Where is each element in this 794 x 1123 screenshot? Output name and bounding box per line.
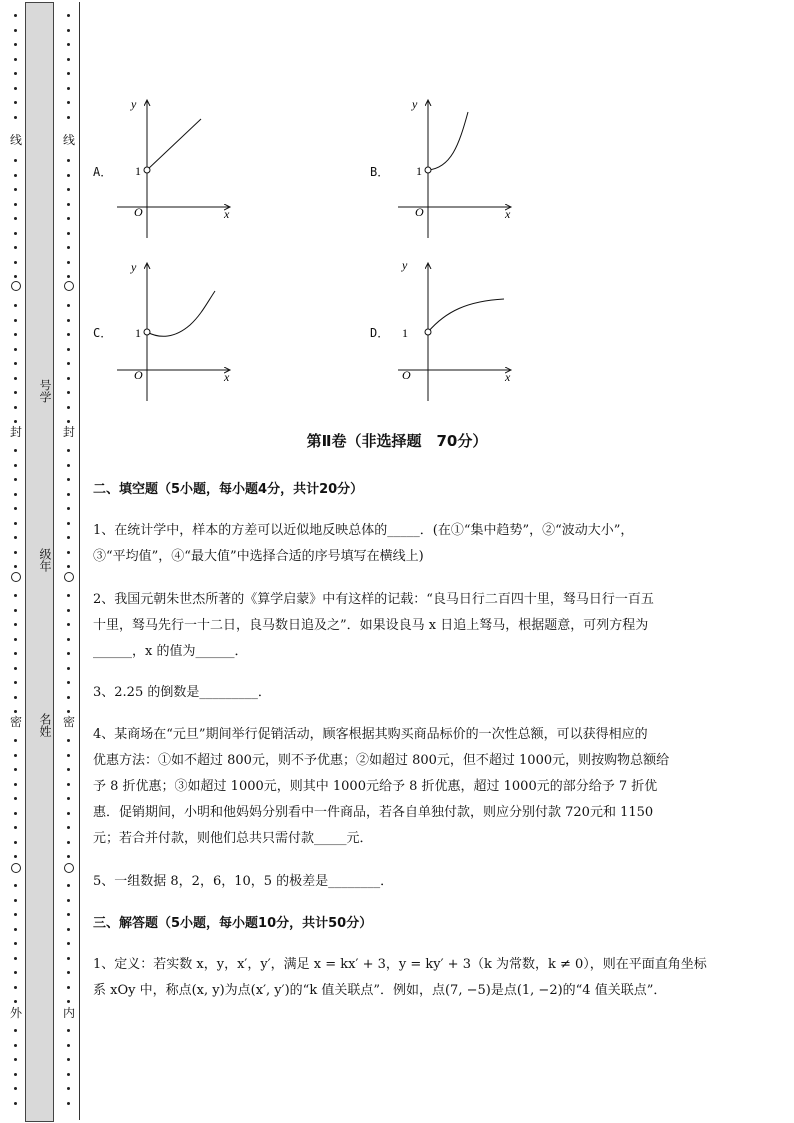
margin-dot <box>14 275 17 278</box>
margin-dot <box>14 406 17 409</box>
margin-dot <box>14 681 17 684</box>
graph-b <box>396 90 536 240</box>
margin-dot <box>67 1044 70 1047</box>
fill-section-heading: 二、填空题（5小题，每小题4分，共计20分） <box>93 482 364 497</box>
margin-dot <box>67 928 70 931</box>
margin-dot <box>67 913 70 916</box>
margin-dot <box>67 826 70 829</box>
y-axis-label: y <box>412 97 418 111</box>
question-line: 4、某商场在“元旦”期间举行促销活动，顾客根据其购买商品标价的一次性总额，可以获得相应的 <box>93 727 648 742</box>
open-endpoint <box>144 329 150 335</box>
margin-label: 线 <box>62 133 75 147</box>
margin-dot <box>14 43 17 46</box>
margin-dot <box>14 536 17 539</box>
function-curve <box>147 291 215 336</box>
margin-dot <box>14 768 17 771</box>
margin-dot <box>14 72 17 75</box>
open-endpoint <box>144 167 150 173</box>
margin-dot <box>67 29 70 32</box>
margin-dot <box>14 884 17 887</box>
y-axis-label: y <box>402 258 408 272</box>
margin-dot <box>67 232 70 235</box>
margin-dot <box>67 420 70 423</box>
margin-dot <box>67 884 70 887</box>
margin-dot <box>14 797 17 800</box>
margin-dot <box>14 1087 17 1090</box>
open-endpoint <box>425 167 431 173</box>
margin-dot <box>14 1058 17 1061</box>
margin-dot <box>67 565 70 568</box>
option-b-label: B． <box>370 165 390 179</box>
margin-label: 封 <box>9 425 22 439</box>
margin-dot <box>14 971 17 974</box>
x-axis-label: x <box>224 370 230 384</box>
margin-dot <box>14 652 17 655</box>
origin-label: O <box>134 205 143 219</box>
question-fill-3 <box>93 680 743 706</box>
margin-dot <box>67 14 70 17</box>
margin-dot <box>14 638 17 641</box>
margin-rule <box>79 2 80 1120</box>
margin-dot <box>14 551 17 554</box>
question-fill-2 <box>93 587 743 665</box>
margin-dot <box>14 174 17 177</box>
margin-dot <box>67 246 70 249</box>
margin-dot <box>67 43 70 46</box>
margin-dot <box>14 739 17 742</box>
margin-dot <box>67 1058 70 1061</box>
margin-dot <box>14 609 17 612</box>
graph-c <box>115 253 255 403</box>
margin-dot <box>14 522 17 525</box>
margin-dot <box>67 623 70 626</box>
margin-dot <box>67 797 70 800</box>
margin-dot <box>14 855 17 858</box>
margin-dot <box>14 101 17 104</box>
margin-dot <box>67 304 70 307</box>
question-line: 5、一组数据 8，2，6，10，5 的极差是________． <box>93 874 394 889</box>
margin-dot <box>14 348 17 351</box>
margin-dot <box>67 942 70 945</box>
question-line: ______，x 的值为______． <box>93 644 248 659</box>
margin-dot <box>14 1073 17 1076</box>
margin-dot <box>14 14 17 17</box>
margin-circle <box>11 572 21 582</box>
margin-dot <box>14 1102 17 1105</box>
margin-dot <box>67 696 70 699</box>
margin-dot <box>14 58 17 61</box>
margin-dot <box>67 594 70 597</box>
margin-dot <box>67 333 70 336</box>
margin-dot <box>67 754 70 757</box>
margin-dot <box>67 1087 70 1090</box>
margin-dot <box>67 275 70 278</box>
margin-dot <box>14 913 17 916</box>
margin-dot <box>14 928 17 931</box>
margin-dot <box>14 507 17 510</box>
margin-label: 外 <box>9 1006 22 1020</box>
margin-label: 密 <box>9 715 22 729</box>
x-axis-label: x <box>505 370 511 384</box>
origin-label: O <box>134 368 143 382</box>
margin-dot <box>67 203 70 206</box>
margin-label: 线 <box>9 133 22 147</box>
option-a-label: A． <box>93 165 113 179</box>
margin-dot <box>67 957 70 960</box>
margin-dot <box>14 116 17 119</box>
binding-margin-left <box>9 0 23 1123</box>
margin-dot <box>67 710 70 713</box>
y-axis-label: y <box>131 97 137 111</box>
margin-dot <box>14 957 17 960</box>
margin-dot <box>14 304 17 307</box>
question-line: 予 8 折优惠；③如超过 1000元，则其中 1000元给予 8 折优惠，超过 1000元的部分给予 7 折优 <box>93 779 658 794</box>
margin-dot <box>67 899 70 902</box>
margin-dot <box>67 986 70 989</box>
solve-section-heading: 三、解答题（5小题，每小题10分，共计50分） <box>93 916 373 931</box>
origin-label: O <box>415 205 424 219</box>
margin-circle <box>64 281 74 291</box>
margin-dot <box>67 971 70 974</box>
margin-dot <box>14 754 17 757</box>
intercept-label: 1 <box>402 326 408 340</box>
margin-dot <box>14 333 17 336</box>
margin-dot <box>14 1029 17 1032</box>
margin-dot <box>67 1029 70 1032</box>
question-line: 优惠方法：①如不超过 800元，则不予优惠；②如超过 800元，但不超过 1000元，则按购物总额给 <box>93 753 670 768</box>
margin-dot <box>14 319 17 322</box>
question-fill-1 <box>93 518 743 570</box>
function-curve <box>428 299 504 332</box>
margin-dot <box>67 464 70 467</box>
field-grade: 级年 <box>38 548 52 572</box>
margin-dot <box>14 899 17 902</box>
margin-dot <box>67 638 70 641</box>
margin-dot <box>14 246 17 249</box>
margin-dot <box>14 377 17 380</box>
graph-a <box>115 90 255 240</box>
question-fill-5 <box>93 869 743 895</box>
margin-dot <box>67 188 70 191</box>
question-line: 3、2.25 的倒数是_________． <box>93 685 271 700</box>
question-line: ③“平均值”，④“最大值”中选择合适的序号填写在横线上) <box>93 549 424 564</box>
margin-dot <box>14 217 17 220</box>
margin-dot <box>14 942 17 945</box>
margin-dot <box>14 203 17 206</box>
margin-dot <box>67 841 70 844</box>
margin-dot <box>67 667 70 670</box>
function-curve <box>428 112 468 170</box>
margin-dot <box>67 362 70 365</box>
option-c-label: C． <box>93 326 113 340</box>
margin-dot <box>14 783 17 786</box>
intercept-label: 1 <box>416 164 422 178</box>
margin-dot <box>14 826 17 829</box>
margin-dot <box>67 406 70 409</box>
question-line: 2、我国元朝朱世杰所著的《算学启蒙》中有这样的记载：“良马日行二百四十里，驽马日行一百五 <box>93 592 654 607</box>
open-endpoint <box>425 329 431 335</box>
margin-dot <box>67 681 70 684</box>
margin-dot <box>67 812 70 815</box>
margin-dot <box>14 594 17 597</box>
margin-dot <box>14 391 17 394</box>
margin-dot <box>67 72 70 75</box>
margin-dot <box>67 507 70 510</box>
margin-dot <box>14 478 17 481</box>
margin-dot <box>67 116 70 119</box>
part-ii-title: 第Ⅱ卷（非选择题 70分） <box>306 432 488 450</box>
margin-label: 封 <box>62 425 75 439</box>
margin-dot <box>67 1073 70 1076</box>
margin-dot <box>67 348 70 351</box>
margin-dot <box>14 87 17 90</box>
margin-dot <box>67 377 70 380</box>
question-solve-1 <box>93 952 743 1004</box>
student-info-strip <box>25 2 54 1122</box>
margin-dot <box>14 159 17 162</box>
binding-margin-right <box>62 0 76 1123</box>
margin-dot <box>67 319 70 322</box>
margin-dot <box>14 29 17 32</box>
margin-dot <box>14 812 17 815</box>
x-axis-label: x <box>224 207 230 221</box>
margin-dot <box>14 696 17 699</box>
x-axis-label: x <box>505 207 511 221</box>
margin-circle <box>64 863 74 873</box>
margin-dot <box>67 1102 70 1105</box>
margin-dot <box>14 1000 17 1003</box>
margin-dot <box>67 609 70 612</box>
margin-dot <box>14 986 17 989</box>
margin-dot <box>67 652 70 655</box>
margin-dot <box>67 551 70 554</box>
origin-label: O <box>402 368 411 382</box>
margin-dot <box>14 841 17 844</box>
question-line: 十里，驽马先行一十二日，良马数日追及之”．如果设良马 x 日追上驽马，根据题意，可列方程为 <box>93 618 649 633</box>
margin-circle <box>11 281 21 291</box>
margin-dot <box>14 623 17 626</box>
margin-dot <box>67 261 70 264</box>
margin-circle <box>64 572 74 582</box>
margin-dot <box>14 232 17 235</box>
margin-dot <box>14 667 17 670</box>
intercept-label: 1 <box>135 326 141 340</box>
margin-dot <box>14 464 17 467</box>
margin-dot <box>67 478 70 481</box>
margin-label: 内 <box>62 1006 75 1020</box>
function-curve <box>147 119 201 170</box>
margin-dot <box>14 261 17 264</box>
margin-dot <box>67 217 70 220</box>
margin-dot <box>67 493 70 496</box>
margin-dot <box>67 536 70 539</box>
question-line: 惠．促销期间，小明和他妈妈分别看中一件商品，若各自单独付款，则应分别付款 720元和 1150 <box>93 805 654 820</box>
margin-dot <box>67 783 70 786</box>
margin-dot <box>67 87 70 90</box>
margin-dot <box>67 522 70 525</box>
graph-d <box>396 253 536 403</box>
margin-dot <box>14 565 17 568</box>
margin-label: 密 <box>62 715 75 729</box>
margin-dot <box>67 1000 70 1003</box>
margin-dot <box>67 159 70 162</box>
question-line: 系 xOy 中，称点(x, y)为点(x′, y′)的“k 值关联点”．例如，点(7, −5)是点(1, −2)的“4 值关联点”． <box>93 983 667 998</box>
y-axis-label: y <box>131 260 137 274</box>
field-student-number: 号学 <box>38 379 52 403</box>
margin-dot <box>14 710 17 713</box>
margin-dot <box>14 420 17 423</box>
question-line: 元；若合并付款，则他们总共只需付款_____元． <box>93 831 373 846</box>
field-name: 名姓 <box>38 713 52 737</box>
question-line: 1、定义：若实数 x，y，x′，y′，满足 x = kx′ + 3，y = ky′ + 3（k 为常数，k ≠ 0），则在平面直角坐标 <box>93 957 707 972</box>
margin-dot <box>67 391 70 394</box>
margin-dot <box>67 739 70 742</box>
option-d-label: D． <box>370 326 390 340</box>
question-line: 1、在统计学中，样本的方差可以近似地反映总体的_____．(在①“集中趋势”，②“波动大小”， <box>93 523 634 538</box>
margin-dot <box>67 768 70 771</box>
margin-dot <box>67 174 70 177</box>
question-fill-4 <box>93 722 743 852</box>
margin-circle <box>11 863 21 873</box>
margin-dot <box>14 1044 17 1047</box>
margin-dot <box>14 493 17 496</box>
intercept-label: 1 <box>135 164 141 178</box>
margin-dot <box>67 58 70 61</box>
margin-dot <box>67 101 70 104</box>
margin-dot <box>14 362 17 365</box>
margin-dot <box>14 188 17 191</box>
margin-dot <box>67 855 70 858</box>
